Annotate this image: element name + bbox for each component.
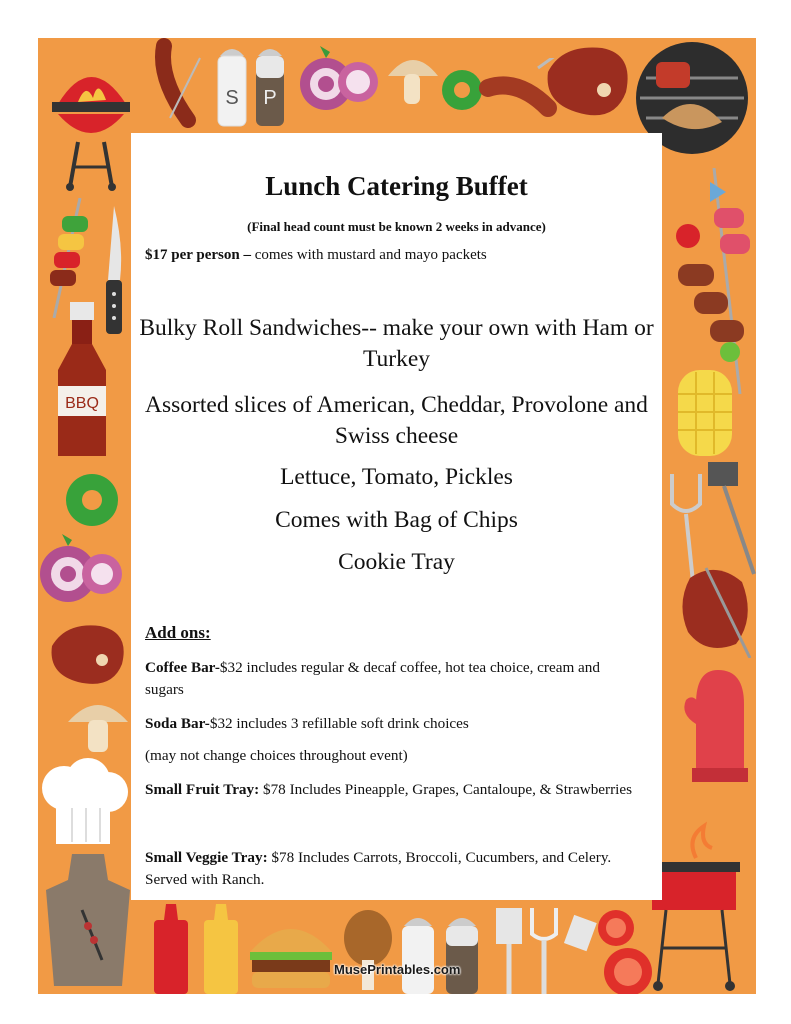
head-count-note: (Final head count must be known 2 weeks in advance) [247,219,546,234]
addon-name: Small Veggie Tray: [145,849,268,866]
mustard-icon [198,902,244,994]
steak-icon [46,620,130,690]
addon-description: $78 Includes Pineapple, Grapes, Cantaloupe, & Strawberries [259,781,633,798]
drumstick-icon [338,906,398,994]
addon-description: $78 Includes Carrots, Broccoli, Cucumbers, and Celery. Served with Ranch. [145,849,612,888]
corn-icon [672,364,738,460]
onion-icon [38,532,124,612]
menu-item: Bulky Roll Sandwiches-- make your own with Ham or Turkey [139,315,654,372]
addon-fruit-tray [145,779,635,801]
addon-description: $32 includes 3 refillable soft drink choices [209,715,469,732]
burger-icon [246,912,336,994]
grill-icon [48,42,134,192]
addon-description: $32 includes regular & decaf coffee, hot tea choice, cream and sugars [145,659,600,698]
price-line [145,247,487,264]
price-amount: $17 per person – [145,247,251,263]
watermark: MusePrintables.com [334,962,461,977]
bbq-sauce-icon [52,300,112,460]
pepper-icon [60,470,124,530]
addon-soda-bar [145,713,635,735]
addon-coffee-bar [145,657,635,701]
pepper-shaker-icon [252,42,288,128]
apron-icon [42,850,134,990]
ketchup-icon [148,902,194,994]
onion-icon [296,46,382,116]
addons-heading: Add ons: [145,623,211,642]
addon-name: Small Fruit Tray: [145,781,260,798]
menu-panel [131,133,662,900]
salt-shaker-icon [214,42,250,128]
tomato-slice-icon [586,908,662,994]
menu-item: Comes with Bag of Chips [275,507,518,533]
steak-icon [676,558,756,658]
pepper-shaker-icon [442,910,482,994]
salt-shaker-icon [398,910,438,994]
sausage-icon [150,38,210,128]
steak-icon [542,42,634,124]
addon-name: Soda Bar- [145,715,210,732]
menu-item: Assorted slices of American, Cheddar, Provolone and Swiss cheese [145,392,648,449]
addon-name: Coffee Bar- [145,659,220,676]
menu-item: Cookie Tray [338,549,455,575]
chef-hat-icon [38,758,130,848]
price-description: comes with mustard and mayo packets [250,247,487,263]
spatula-icon [488,904,598,994]
oven-mitt-icon [678,664,754,784]
mushroom-icon [66,692,130,756]
addon-veggie-tray [145,847,635,891]
page-title: Lunch Catering Buffet [265,171,528,201]
mushroom-icon [386,48,440,108]
svg-text:BBQ: BBQ [65,395,99,412]
svg-text:S: S [225,87,239,109]
addon-soda-note: (may not change choices throughout event) [145,747,408,764]
menu-item: Lettuce, Tomato, Pickles [280,464,513,490]
svg-text:P: P [263,87,277,109]
